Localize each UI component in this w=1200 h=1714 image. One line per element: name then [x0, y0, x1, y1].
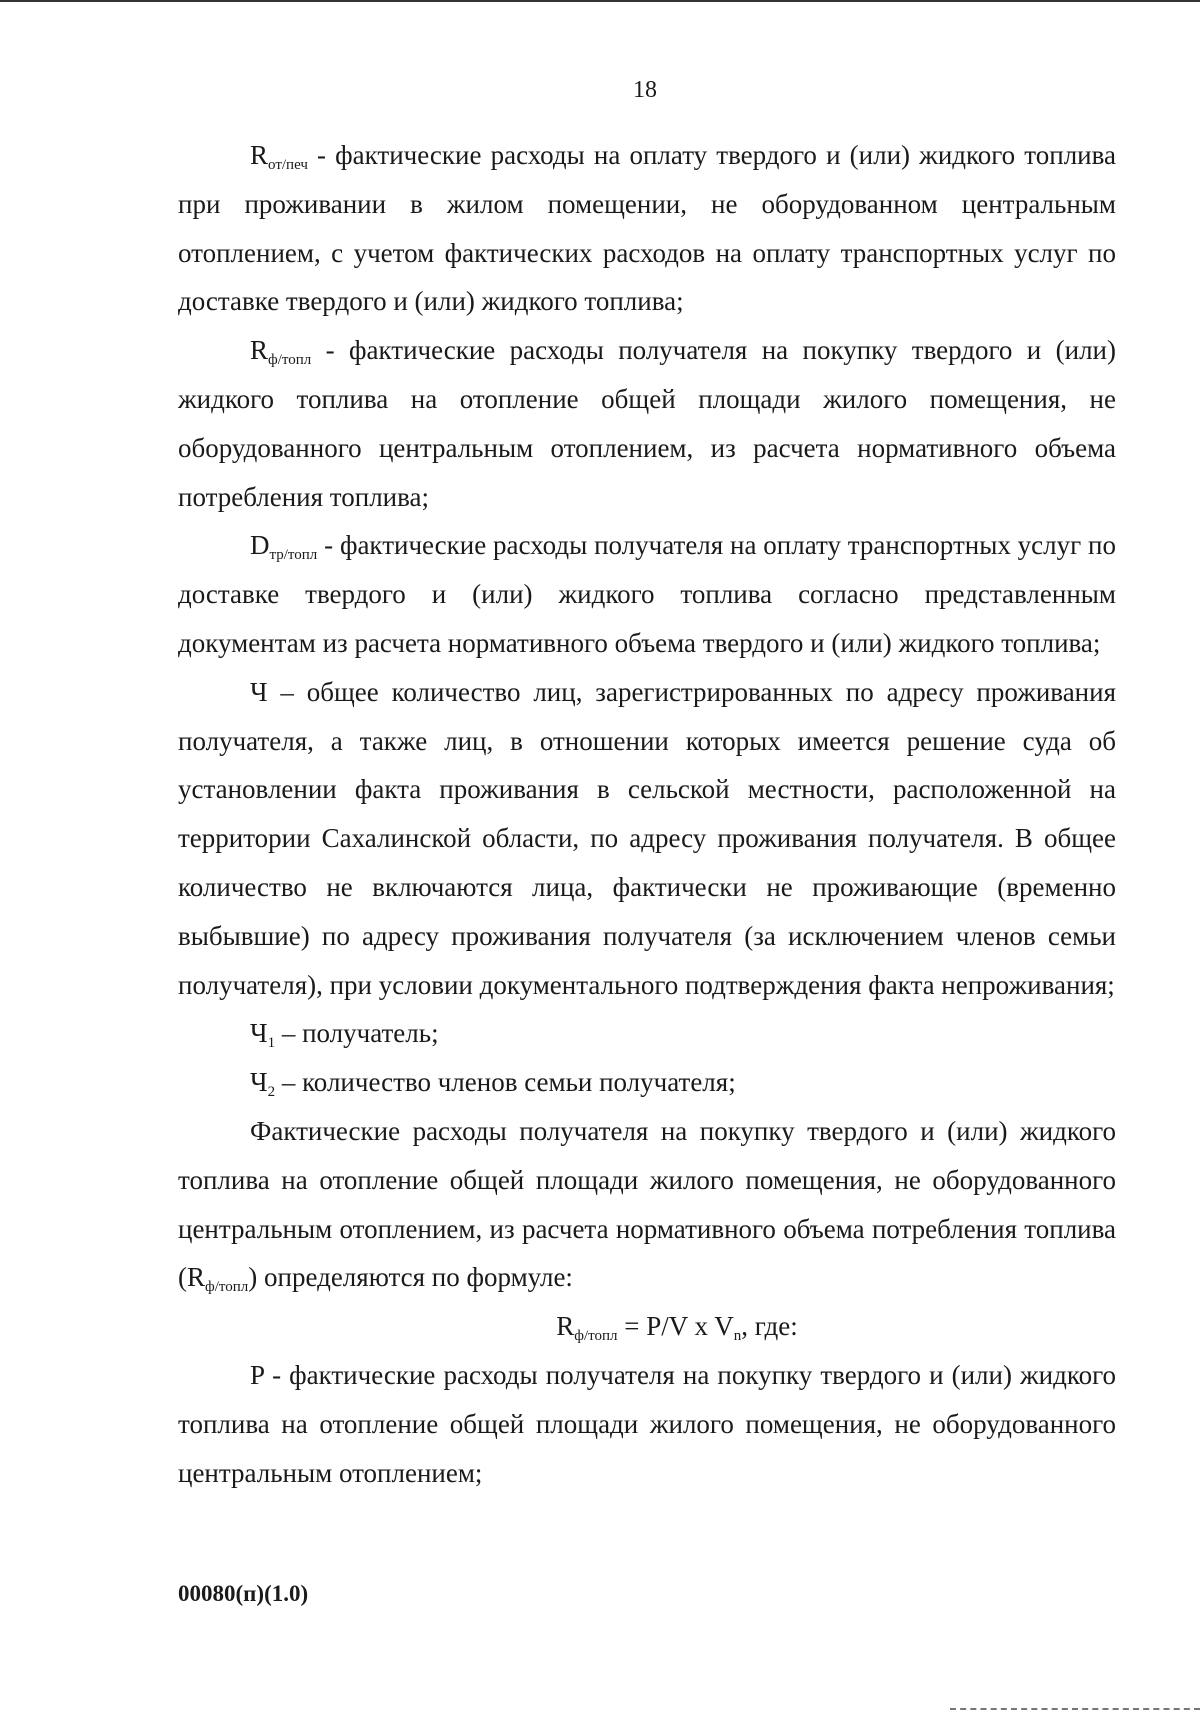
formula-intro	[178, 1107, 1116, 1302]
variable-subscript: ф/топл	[205, 1279, 249, 1296]
variable-subscript: 1	[267, 1035, 276, 1052]
page-number: 18	[633, 77, 657, 103]
definition-ch2	[178, 1058, 1116, 1107]
definition-text: Ч – общее количество лиц, зарегистрированных по адресу проживания получателя, а также лиц, в отношении которых имеется решение суда об установлении факта проживания в сельской местности, расположенной на территории Сахалинской области, по адресу проживания получателя. В общее количество не включаются лица, фактически не проживающие (временно выбывшие) по адресу проживания получателя (за исключением членов семьи получателя), при условии документального подтверждения факта непроживания;	[178, 676, 1116, 1000]
variable-subscript: 2	[267, 1084, 276, 1101]
formula-v-subscript: n	[733, 1328, 742, 1345]
variable-symbol: Ч	[250, 1018, 268, 1049]
formula-middle: = P/V x V	[617, 1311, 734, 1342]
definition-p: P - фактические расходы получателя на покупку твердого и (или) жидкого топлива на отопление общей площади жилого помещения, не оборудованного центральным отоплением;	[178, 1359, 1116, 1488]
definition-text: - фактические расходы на оплату твердого и (или) жидкого топлива при проживании в жилом помещении, не оборудованном центральным отоплением, с учетом фактических расходов на оплату транспортных услуг по доставке твердого и (или) жидкого топлива;	[178, 140, 1116, 317]
top-border-rule	[0, 0, 1200, 2]
variable-subscript: тр/топл	[269, 547, 318, 564]
definition-text: – получатель;	[275, 1018, 439, 1049]
definition-d-tr-topl	[178, 521, 1116, 667]
formula	[178, 1302, 1116, 1351]
definition-text: - фактические расходы получателя на покупку твердого и (или) жидкого топлива на отопление общей площади жилого помещения, не оборудованного центральным отоплением, из расчета нормативного объема потребления топлива;	[178, 335, 1116, 512]
variable-subscript: ф/топл	[268, 352, 312, 369]
formula-tail: , где:	[741, 1311, 798, 1342]
intro-text-end: ) определяются по формуле:	[248, 1262, 573, 1293]
variable-symbol: R	[250, 335, 269, 366]
variable-symbol: R	[250, 140, 269, 170]
variable-symbol: D	[250, 530, 270, 561]
definition-text: – количество членов семьи получателя;	[275, 1067, 736, 1098]
definition-ch	[178, 668, 1116, 1010]
formula-lhs-subscript: ф/топл	[574, 1328, 618, 1345]
formula-lhs: R	[556, 1311, 575, 1342]
definition-text: - фактические расходы получателя на оплату транспортных услуг по доставке твердого и (или) жидкого топлива согласно представленным документам из расчета нормативного объема твердого и (или) жидкого топлива;	[178, 530, 1116, 658]
document-code: 00080(п)(1.0)	[178, 1581, 309, 1606]
definition-ch1	[178, 1009, 1116, 1058]
variable-symbol: Ч	[250, 1067, 268, 1098]
intro-text: Фактические расходы получателя на покупку твердого и (или) жидкого топлива на отопление общей площади жилого помещения, не оборудованного центральным отоплением, из расчета нормативного объема потребления топлива (R	[178, 1115, 1116, 1293]
definition-r-f-topl	[178, 326, 1116, 521]
variable-subscript: от/печ	[268, 157, 308, 173]
document-body	[178, 131, 1116, 1497]
bottom-border-rule	[950, 1708, 1200, 1710]
definition-r-ot-pech	[178, 131, 1116, 326]
